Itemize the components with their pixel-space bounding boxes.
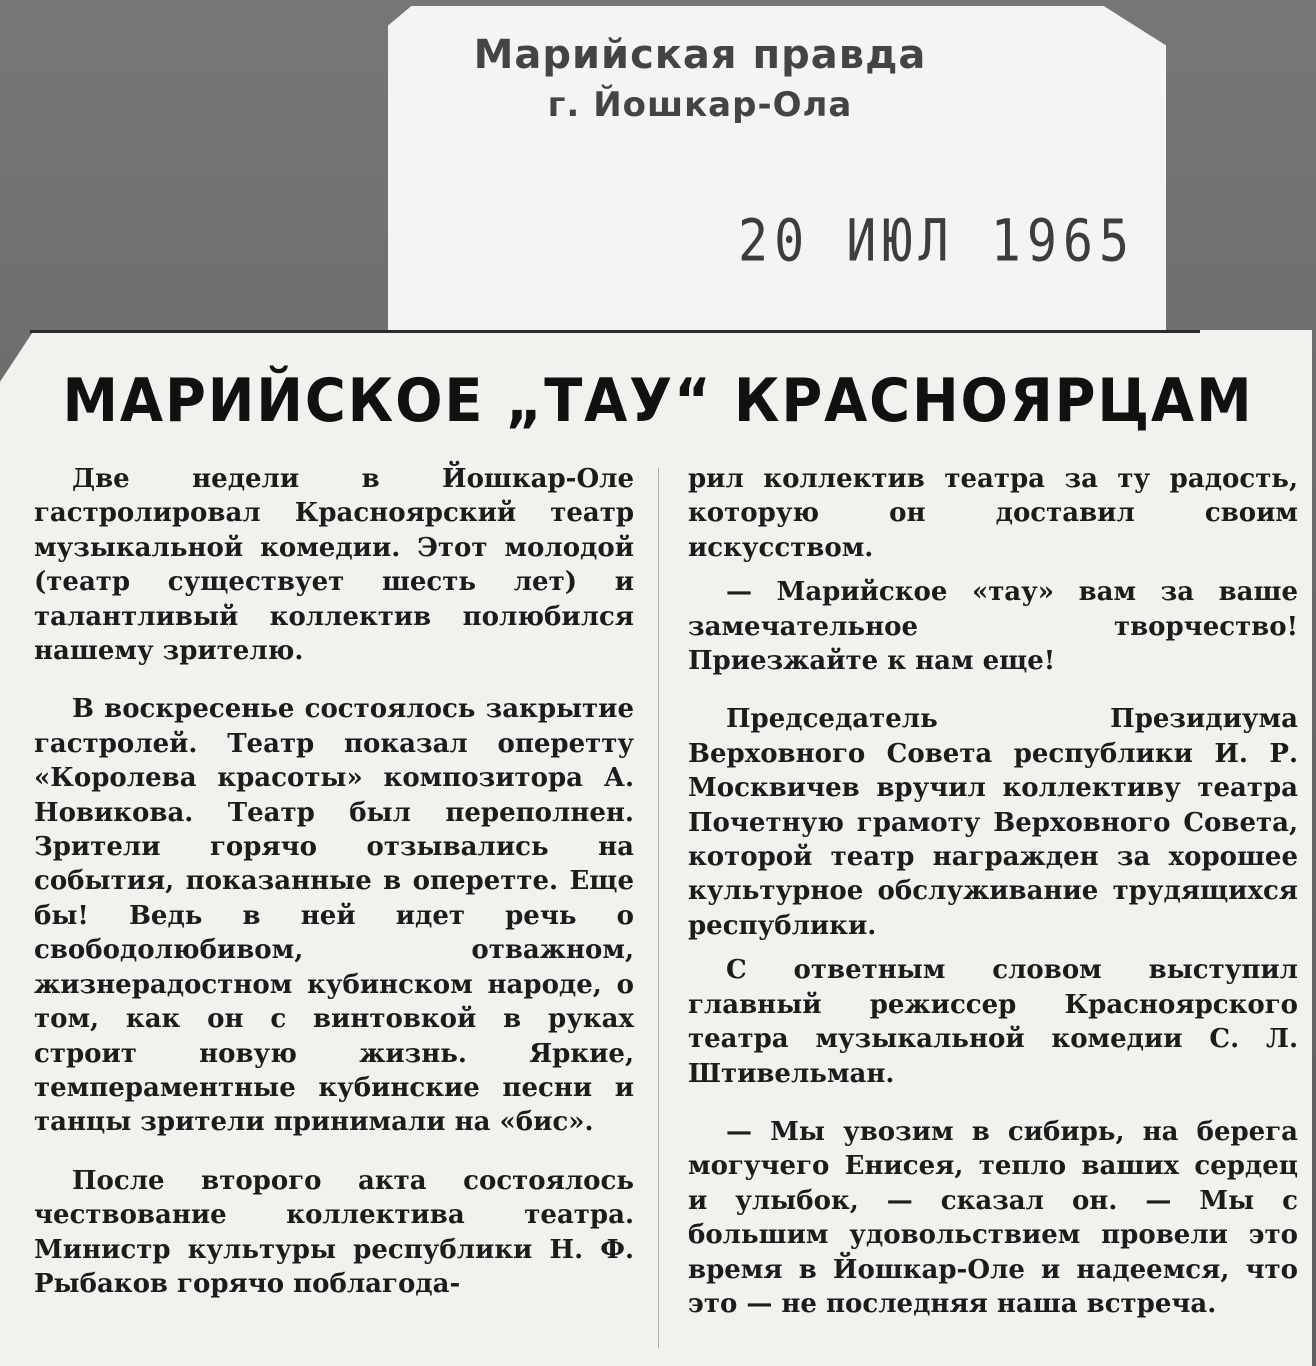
column-divider [658, 468, 659, 1348]
article-column-right [688, 462, 1298, 1321]
paragraph: После второго акта состоялось чествование коллектива театра. Министр культуры республики Н. Ф. Рыбаков горячо поблагода- [34, 1165, 634, 1299]
newspaper-stamp [440, 28, 960, 128]
paragraph: В воскресенье состоялось закрытие гастролей. Театр показал оперетту «Королева красоты» композитора А. Новикова. Театр был переполнен. Зрители горячо отзывались на события, показанные в оперетте. Еще бы! Ведь в ней идет речь о свободолюбивом, отважном, жизнерадостном кубинском народе, о том, как он с винтовкой в руках строит новую жизнь. Яркие, темпераментные кубинские песни и танцы зрители принимали на «бис». [34, 694, 634, 1138]
paragraph: Председатель Президиума Верховного Совета республики И. Р. Москвичев вручил коллективу театра Почетную грамоту Верховного Совета, которой театр награжден за хорошее культурное обслуживание трудящихся республики. [688, 704, 1298, 941]
newspaper-city: г. Йошкар-Ола [547, 85, 853, 125]
paragraph: Две недели в Йошкар-Оле гастролировал Красноярский театр музыкальной комедии. Этот молодой (театр существует шесть лет) и талантливый коллектив полюбился нашему зрителю. [34, 464, 634, 667]
paragraph: — Марийское «тау» вам за ваше замечательное творчество! Приезжайте к нам еще! [688, 577, 1298, 677]
paragraph: — Мы увозим в сибирь, на берега могучего Енисея, тепло ваших сердец и улыбок, — сказал он. — Мы с большим удовольствием провели это время в Йошкар-Оле и надеемся, что это — не последняя наша встреча. [688, 1116, 1298, 1319]
article-column-left [34, 462, 634, 1301]
newspaper-name: Марийская правда [473, 32, 927, 78]
date-stamp: 20 ИЮЛ 1965 [738, 207, 1136, 275]
article-headline: МАРИЙСКОЕ „ТАУ“ КРАСНОЯРЦАМ [62, 366, 1254, 436]
top-rule [30, 330, 1200, 333]
paragraph: рил коллектив театра за ту радость, которую он доставил своим искусством. [688, 464, 1298, 563]
paragraph: С ответным словом выступил главный режиссер Красноярского театра музыкальной комедии С. Л. Штивельман. [688, 955, 1298, 1089]
